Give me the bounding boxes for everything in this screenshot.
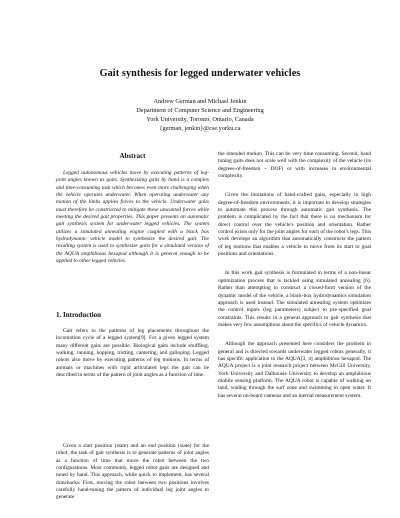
abstract-heading: Abstract <box>119 152 146 160</box>
intro-paragraph-2 <box>56 443 209 502</box>
author-department: Department of Computer Science and Engineering <box>136 106 264 114</box>
author-email: {german, jenkin}@cse.yorku.ca <box>159 124 241 132</box>
author-university: York University, Toronto, Ontario, Canada <box>146 115 254 123</box>
intro-p2-text: Given a start position (state) and an end position (state) for the robot, the task of gait synthesis is to generate patterns of joint angles as a function of time that move the robot between the two configurations. Most commonly, legged robot gaits are designed and tuned by hand. This approach, while quick to implement, has several drawbacks: First, moving the robot between two positions involves carefully hand-tuning the pattern of individual leg joint angles to generate <box>56 443 209 501</box>
intro-p1-text: Gait refers to the patterns of leg placements throughout the locomotion cycle of a legged system[9]. For a given legged system many different gaits are possible. Biological gaits include shuffling, walking, running, hopping, trotting, cantering, and galloping. Legged robots also move by executing patterns of leg motions. In terms of animals or machines with rigid articulated legs the gait can be described in terms of the pattern of joint angles as a function of time. <box>56 328 209 379</box>
right-column <box>218 151 371 400</box>
right-paragraph-2: Given the limitations of hand-crafted gaits, especially in high degree-of-freedom environments, it is important to develop strategies to automate this process through automatic gait synthesis. The problem is complicated by the fact that there is no mechanism for direct control over the vehicle's position and orientation. Rather control exists only for the joint angles for each of the robot's legs. This work develops an algorithm that automatically constructs the pattern of leg motions that enables a vehicle to move from its start to goal positions and orientations. <box>218 192 371 258</box>
right-paragraph-continued: the intended motion. This can be very time consuming. Second, hand tuning gaits does not scale well with the complexity of the vehicle (its degrees-of-freedom – DOF) or with increases in environmental complexity. <box>218 151 371 180</box>
abstract-paragraph: Legged autonomous vehicles move by executing patterns of leg-joint angles known as gaits. Synthesizing gaits by hand is a complex and time-consuming task which becomes even more challenging when the vehicle operates underwater. When operating underwater any motion of the limbs applies forces to the vehicle. Underwater gaits must therefore be constructed to mitigate these unwanted forces while meeting the desired gait properties. This paper presents an automatic gait synthesis system for underwater legged vehicles. The system utilizes a simulated annealing engine coupled with a black box hydrodynamic vehicle model to synthesize the desired gait. The resulting system is used to synthesize gaits for a simulated version of the AQUA amphibious hexapod although it is general enough to be applied to other legged vehicles. <box>56 170 209 265</box>
section-heading-introduction: 1. Introduction <box>56 311 101 319</box>
author-names: Andrew German and Michael Jenkin <box>153 98 247 105</box>
abstract-text <box>56 170 209 265</box>
author-block <box>0 98 400 134</box>
intro-paragraph-1 <box>56 328 209 379</box>
right-paragraph-4: Although the approach presented here considers the problem in general and is directed towards underwater legged robots generally, it has specific application to the AQUA[3, 4] amphibious hexapod. The AQUA project is a joint research project between McGill University, York University and Dalhousie University to develop an amphibious mobile sensing platform. The AQUA robot is capable of walking on land, wading through the surf zone and swimming in open water. It has several on-board cameras and an inertial measurement system. <box>218 341 371 399</box>
right-paragraph-3: In this work gait synthesis is formulated in terms of a non-linear optimization process that is tackled using simulated annealing [6]. Rather than attempting to construct a closed-form version of the dynamic model of the vehicle, a black-box hydrodynamics simulation approach is used instead. The simulated annealing system optimizes the control inputs (leg parameters) subject to pre-specified goal constraints. This results in a general approach to gait synthesis that makes very few assumptions about the specifics of vehicle dynamics. <box>218 270 371 328</box>
paper-title: Gait synthesis for legged underwater vehicles <box>99 68 301 79</box>
